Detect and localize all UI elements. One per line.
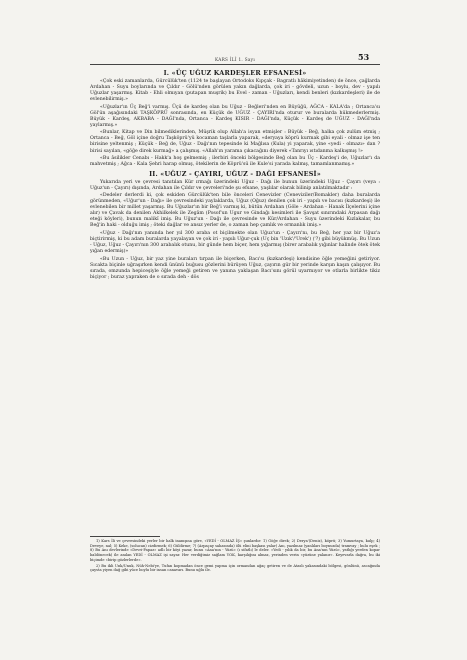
footnote-rule <box>90 536 160 537</box>
paragraph: «Çok eski zamanlarda, Gürcülük'ten (1124 te başlayan Ortodoks Kıpçak - Bagratlı hâkimiyetinden) de önce, çağlarda Ardahan - Suyu boylarında ve Çıldır - Gölü'nden görülen yakın dağlarda, çok iri - gövdeli, uzun - boylu, dev - yapılı Uğuzlar yaşarmış. Kitab - Ehli olmıyan (putapan muşrik) bu Evel - zaman - Uğuzları, kendi benleri (kızkardeşleri) ile de evlenebilirmiş.» <box>90 79 380 103</box>
page-number: 53 <box>358 52 370 62</box>
running-head: KARS İLİ 1. Sayı <box>215 57 255 62</box>
paragraph: «Uğuz - Dağı'nın yanında her yıl 300 araba ot biçilmekte olan Uğuz'un - Çayırı'nı, bu Beğ, her yaz bir Uğuz'a biçtirirmiş, ki bu adam buralarda yayalayan ve çok iri - yapılı Uğur-çuk (Uç bin 'Uzık'/'Urek') ('?) gibi büyükmüş. Bu Uzun - Uğuz, Uğuz - Çayırı'nın 300 arabalık otunu, bir günde hem biçer, hem yığarmış (birer arabalık yığınlar halinde ötek ötek yığan edermiş)» <box>90 231 380 255</box>
section-heading-2: II. «UĞUZ - ÇAYIRI, UĞUZ - DAĞI EFSANESİ» <box>149 169 321 178</box>
paragraph: «Dedeler derlerdi ki, çok eskiden Gürcülük'ten bile önceleri Cenevizler (Ceneviziler/Bomakler) daha buralarda görünmeden, «Uğur'un - Dağı» ile çevresindeki yaylaklarda, Uğuz (Oğuz) denilen çok iri - yapılı ve bacısı (kızkardeşi) ile evlenebilen bir millet yaşarmış. Bu Uğuzlar'ın bir Beğ'i varmış ki, bütün Ardahan (Göle - Ardahan - Hanak İlçelerini içine alır) ve Çavak da denilen Akhilkelek ile Zegâm (Posof'un Ugur ve Gindağı kesimleri ile Şavşat sınırındaki Arpasan dağı eteği köyleri), bunun malikî imiş. Bu Uğuz'un - Dağı ile çevresinde ve Kür/Ardahan - Suyu üzerindeki Kızlakalar, bu Beğ'in haki - olduğu imiş ; öteki dağlar ve ansız yerler de, o zaman hep çamlık ve ormanlık imiş.» <box>90 193 380 229</box>
paragraph: Yukarıda yeri ve çevresi tanıtılan Kür ırmağı üzerindeki Uğuz - Dağı ile bunun üzerindeki Uğuz - Çayırı (veya : Uğuz'un - Çayırı) dışında, Ardahan ile Çıldır ve çevreleri'nde şu efsane, yaşlılar olarak bilinip anlatılmaktadır : <box>90 179 380 191</box>
paragraph: «Bunlar, Kitap ve Din bilmediklerinden, Müşrik olup Allah'a isyan etmişler : Büyük - Beğ, halka çok zulüm etmiş ; Ortanca - Beğ, Göl içine doğru Taşköprü'yü kocaman taşlarla yaparak, «deryaya köprü kurmak gibi eyali - olmaz işe ten birisine yeltenmiş ; Küçük - Beğ de, Uğuz - Dağı'nın tepesinde ki Mağlısa (Kula) yi yaparak, yine «yedi - olmazı» dan ? birisi sayılan, «göğe direk kurmağ» a çalışmış. «Allah'ın yarama çıkacağını diyerek «Tanrıyı ıstıdanma kalkışmış !» <box>90 130 380 154</box>
footnotes <box>90 539 380 574</box>
paragraph: «Bu Uzun - Uğuz, bir yaz yine buraları tırpan ile biçerken, Bacı'sı (kızkardeşi) kendisine öğle yemeğini getiriyor. Sıcakta biçinle uğraşırken kendi ününü buğusu gözlerini bürüyen Uğuz, çayırın gür bir yerinde karşın kaşın çalışıyor. Bu sırada, omzunda hepiceşiyle öğle yemeği getiren ve yanına yaklaşan Bacı'sını görül uyarmıyor ve otlarla birlikte tikiz biçiyor ; buraz yapraken de o sırada deh - dös <box>90 256 380 280</box>
paragraph: «Uğuzlar'ın Üç Beğ'i varmış. Üçü de kardeş olan bu Uğuz - Beğleri'nden en Büyüğü, AĞCA - KALA'da ; Ortanca'sı Göl'ün aşağısındaki TAŞKÖPRÜ sonrasında, en Küçük de UĞUZ - ÇAYIRI'nda oturur ve buralarda hükmederlermiş. Büyük - Kardeş, AKBABA - DAĞI'nda, Ortanca - Kardeş KISIR - DAĞI'nda, Küçük - Kardeş de UĞUZ - DAĞI'nda yaylarmış.» <box>90 104 380 128</box>
body-text <box>90 68 380 282</box>
footnote: 2) Bu ikli Unk/Unuk, Nüh-Nebi'ye, Tufan kopmadan önce gemi yapma için ormandan ağaç getiren ve de Ataslı yakasındaki bölgesi, gönlünü, ascağında çaysta yiyen dağ gibi yüce boylu bir insan canavarı. Bunu uğlu ile. <box>90 563 380 573</box>
footnote: 1) Kars İli ve çevresindeki yerler bir halk inanışına göre, «YEDİ - OLMAZ İŞ» şunlardır: 1) Göğe direk; 2) Derya'(Deniz), köprü; 3) Yumurtaya, kulp; 4) Deveye, nal; 5) Keke, (solucan) cizdirmek; 6) Güldirme; 7) (Arpaçay sahasında) ölü elini başkası yalar) Anı, yazılmaz (yanlıları boynuzda) tramvay ; hulu eşek ; 8) Bu Anı devlerinde «Devri-Papaz» adlı bir köyi yazar, bunu «Ana'nın - Yüzü» (ı sifatlı) le deler. «Yedi - yılık da bir, bu Ana'nın Yüzü», yatlığı yerden kopar baldönecek) ile anılan YEDİ - OLMAZ işi sayar. Her verdiğimiz sağlam YOK, karşılığını almaz, yerinden verin «yüzüne yalanır». Keyevarla dağra, bu iki biçimde «birip gözlerlerde». <box>90 539 380 562</box>
paragraph: «Bu âsilikler Cenabı - Hakk'a hoş gelmemiş ; ilerbiri önceki bölgesinde Beğ olan bu Üç - Kardeş'i de, Uğuzlar'ı da mahvetmiş ; Ağca - Kala Şehri harap olmuş, ötekilerin de Köprü'sü ile Kule'si yarada kalmış, tamamlanmamış.» <box>90 156 380 168</box>
header-rule <box>90 64 380 65</box>
section-heading-1: I. «ÜÇ UĞUZ KARDEŞLER EFSANESİ» <box>163 69 307 77</box>
